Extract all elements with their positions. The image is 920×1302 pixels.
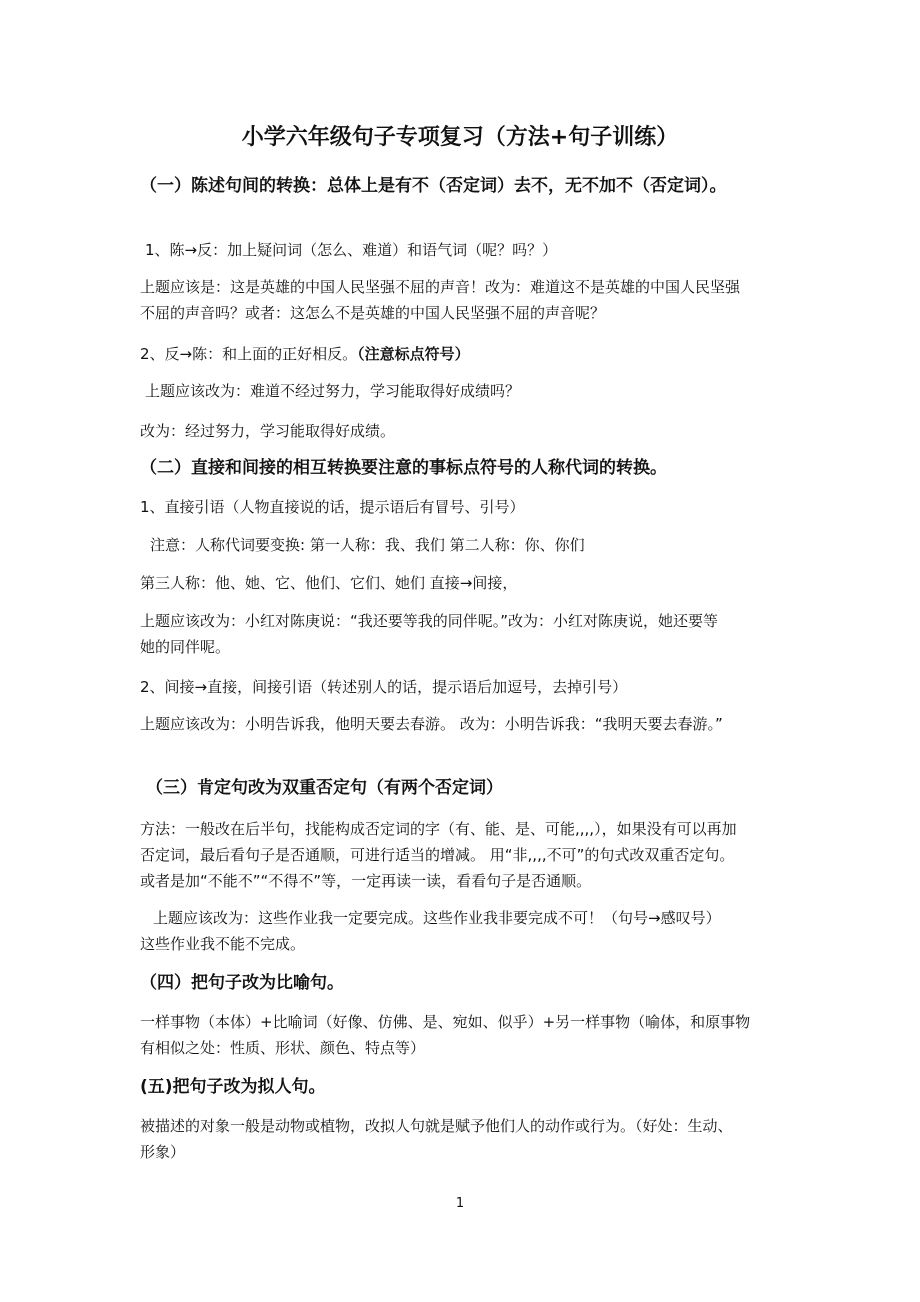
section-5-heading: (五)把句子改为拟人句。 (140, 1077, 326, 1097)
paragraph: 改为：经过努力，学习能取得好成绩。 (140, 422, 396, 440)
paragraph: 或者是加“不能不”“不得不”等，一定再读一读，看看句子是否通顺。 (140, 872, 592, 890)
paragraph: 一样事物（本体）+比喻词（好像、仿佛、是、宛如、似乎）+另一样事物（喻体，和原事物 (140, 1013, 751, 1031)
section-4-heading: （四）把句子改为比喻句。 (140, 973, 344, 993)
paragraph: 形象） (140, 1143, 186, 1161)
paragraph: 被描述的对象一般是动物或植物，改拟人句就是赋予他们人的动作或行为。（好处：生动、 (140, 1117, 733, 1135)
paragraph: 有相似之处：性质、形状、颜色、特点等） (140, 1039, 426, 1057)
paragraph: 第三人称：他、她、它、他们、它们、她们 直接→间接， (140, 574, 518, 592)
paragraph: 不屈的声音吗？或者：这怎么不是英雄的中国人民坚强不屈的声音呢？ (140, 304, 606, 322)
page-title: 小学六年级句子专项复习（方法+句子训练） (241, 125, 679, 150)
paragraph: 上题应该改为：小红对陈庚说：“我还要等我的同伴呢。”改为：小红对陈庚说，她还要等 (140, 612, 719, 630)
paragraph: 1、直接引语（人物直接说的话，提示语后有冒号、引号） (140, 498, 525, 516)
paragraph: 上题应该是：这是英雄的中国人民坚强不屈的声音！改为：难道这不是英雄的中国人民坚强 (140, 278, 741, 296)
paragraph: 方法：一般改在后半句，找能构成否定词的字（有、能、是、可能,,,,），如果没有可以再加 (140, 820, 737, 838)
section-3-heading: （三）肯定句改为双重否定句（有两个否定词） (146, 778, 503, 798)
bold-note: （注意标点符号） (357, 345, 470, 363)
section-1-heading: （一）陈述句间的转换：总体上是有不（否定词）去不，无不加不（否定词）。 (140, 176, 727, 196)
paragraph: 这些作业我不能不完成。 (140, 935, 306, 953)
paragraph (140, 344, 470, 364)
paragraph: 她的同伴呢。 (140, 638, 231, 656)
paragraph: 注意：人称代词要变换: 第一人称：我、我们 第二人称：你、你们 (150, 536, 585, 554)
paragraph-text: 2、反→陈：和上面的正好相反。 (140, 345, 358, 363)
paragraph: 上题应该改为：难道不经过努力，学习能取得好成绩吗？ (145, 382, 521, 400)
paragraph: 2、间接→直接，间接引语（转述别人的话，提示语后加逗号，去掉引号） (140, 678, 628, 696)
paragraph: 否定词，最后看句子是否通顺，可进行适当的增减。 用“非,,,,不可”的句式改双重否定句。 (140, 846, 735, 864)
section-2-heading: （二）直接和间接的相互转换要注意的事标点符号的人称代词的转换。 (140, 458, 667, 478)
paragraph: 上题应该改为：这些作业我一定要完成。这些作业我非要完成不可！（句号→感叹号） (153, 909, 721, 927)
paragraph: 1、陈→反：加上疑问词（怎么、难道）和语气词（呢？吗？） (145, 241, 558, 259)
page-number: 1 (455, 1196, 465, 1211)
paragraph: 上题应该改为：小明告诉我，他明天要去春游。 改为：小明告诉我：“我明天要去春游。” (140, 715, 723, 733)
